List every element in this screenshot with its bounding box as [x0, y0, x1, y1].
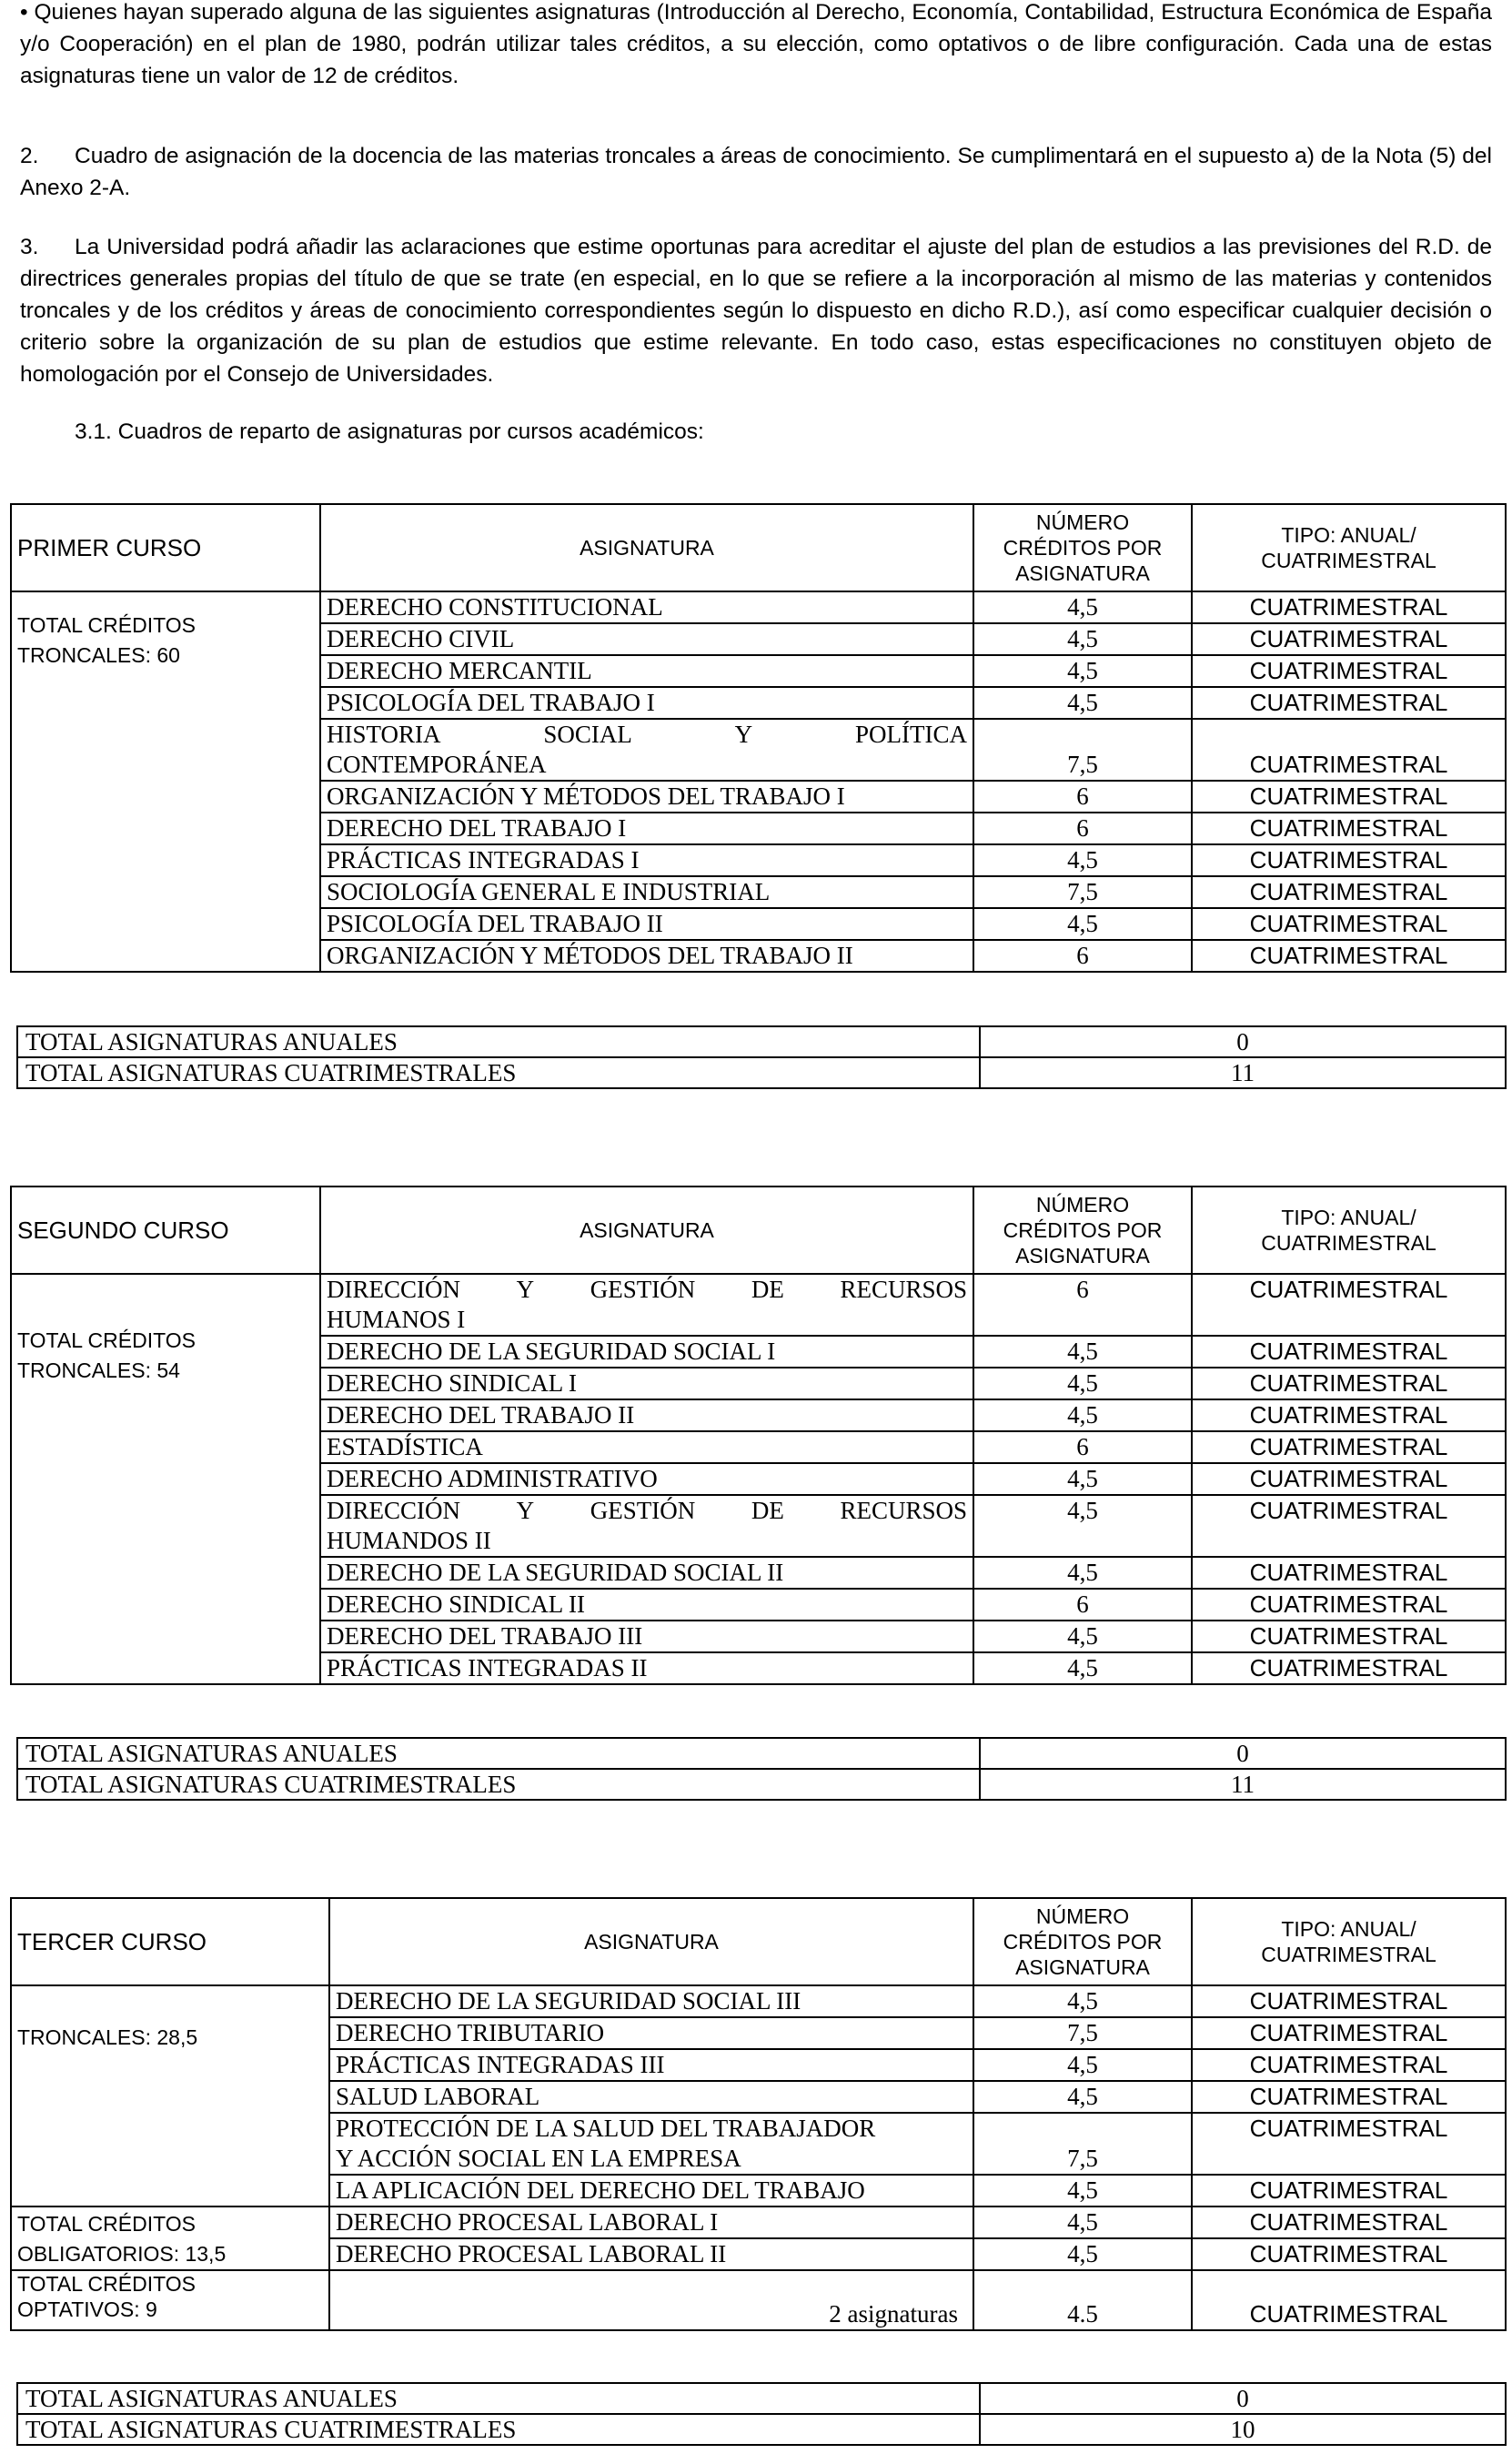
- totals-label: TOTAL ASIGNATURAS CUATRIMESTRALES: [17, 1769, 980, 1800]
- totals-label: TOTAL ASIGNATURAS CUATRIMESTRALES: [17, 2414, 980, 2445]
- totals-row: [17, 1769, 1506, 1800]
- credits: 7,5: [973, 2017, 1192, 2049]
- type: CUATRIMESTRAL: [1192, 1431, 1506, 1463]
- table-row: [11, 2206, 1506, 2238]
- credits: 4,5: [973, 908, 1192, 940]
- subject-line-2: HUMANOS I: [327, 1306, 466, 1333]
- header-tipo-2: CUATRIMESTRAL: [1261, 549, 1436, 572]
- type: CUATRIMESTRAL: [1192, 876, 1506, 908]
- item-3-paragraph: [20, 231, 1492, 390]
- item-3-number: 3.: [20, 235, 39, 259]
- header-asignatura-2: ASIGNATURA: [1015, 1244, 1150, 1267]
- type: CUATRIMESTRAL: [1192, 908, 1506, 940]
- totals-label: TOTAL ASIGNATURAS ANUALES: [17, 1738, 980, 1769]
- totals-value: 0: [980, 1738, 1506, 1769]
- header-tipo-2: CUATRIMESTRAL: [1261, 1231, 1436, 1255]
- type: CUATRIMESTRAL: [1192, 2081, 1506, 2113]
- subject: DERECHO TRIBUTARIO: [329, 2017, 973, 2049]
- credits: 6: [973, 940, 1192, 972]
- word: Y: [516, 1276, 535, 1303]
- table-row: [11, 1274, 1506, 1336]
- header-asignatura: ASIGNATURA: [320, 1187, 973, 1274]
- credits: 4,5: [973, 2175, 1192, 2206]
- subject: [320, 719, 973, 781]
- credits: 4,5: [973, 1495, 1192, 1557]
- header-creditos-por: CRÉDITOS POR: [1003, 1218, 1163, 1242]
- type: CUATRIMESTRAL: [1192, 591, 1506, 623]
- header-asignatura: ASIGNATURA: [329, 1898, 973, 1985]
- subject-line-1: [327, 720, 967, 750]
- course-title: SEGUNDO CURSO: [11, 1187, 320, 1274]
- credits: 4,5: [973, 1557, 1192, 1589]
- type: CUATRIMESTRAL: [1192, 719, 1506, 781]
- word: DIRECCIÓN: [327, 1497, 460, 1524]
- credits: 6: [973, 1274, 1192, 1336]
- totals-value: 10: [980, 2414, 1506, 2445]
- subject: DERECHO DE LA SEGURIDAD SOCIAL I: [320, 1336, 973, 1368]
- subject: DERECHO DEL TRABAJO III: [320, 1621, 973, 1652]
- totals-value: 0: [980, 1026, 1506, 1057]
- total-label: TOTAL CRÉDITOS: [17, 2212, 196, 2236]
- type: CUATRIMESTRAL: [1192, 623, 1506, 655]
- subject: DERECHO CIVIL: [320, 623, 973, 655]
- word: SOCIAL: [543, 721, 632, 748]
- subject: DERECHO DE LA SEGURIDAD SOCIAL III: [329, 1985, 973, 2017]
- credits: 4,5: [973, 1336, 1192, 1368]
- credits: 4,5: [973, 1463, 1192, 1495]
- subject-line-2: Y ACCIÓN SOCIAL EN LA EMPRESA: [336, 2145, 741, 2172]
- credits: 4,5: [973, 1652, 1192, 1684]
- header-creditos: [973, 1898, 1192, 1985]
- type: CUATRIMESTRAL: [1192, 844, 1506, 876]
- subject-line-1: PROTECCIÓN DE LA SALUD DEL TRABAJADOR: [336, 2115, 876, 2142]
- credits: 4,5: [973, 2049, 1192, 2081]
- word: POLÍTICA: [854, 721, 967, 748]
- table-row: [11, 591, 1506, 623]
- totals-row: [17, 1738, 1506, 1769]
- type: CUATRIMESTRAL: [1192, 1463, 1506, 1495]
- type: CUATRIMESTRAL: [1192, 1557, 1506, 1589]
- subject: DERECHO DEL TRABAJO II: [320, 1399, 973, 1431]
- credits: 4,5: [973, 1368, 1192, 1399]
- word: GESTIÓN: [590, 1276, 696, 1303]
- segundo-curso-table: [10, 1186, 1507, 1685]
- subject: DERECHO DE LA SEGURIDAD SOCIAL II: [320, 1557, 973, 1589]
- header-tipo-2: CUATRIMESTRAL: [1261, 1943, 1436, 1966]
- item-2-text: Cuadro de asignación de la docencia de las materias troncales a áreas de conocimiento. Se cumplimentará en el supuesto a) de la Nota (5) del Anexo 2-A.: [20, 144, 1492, 200]
- type: CUATRIMESTRAL: [1192, 2206, 1506, 2238]
- subject: DERECHO MERCANTIL: [320, 655, 973, 687]
- table-header-row: [11, 504, 1506, 591]
- subject: [320, 1274, 973, 1336]
- type: CUATRIMESTRAL: [1192, 2049, 1506, 2081]
- type: CUATRIMESTRAL: [1192, 940, 1506, 972]
- table-row: [11, 1985, 1506, 2017]
- subject: PRÁCTICAS INTEGRADAS II: [320, 1652, 973, 1684]
- subject: DERECHO DEL TRABAJO I: [320, 813, 973, 844]
- credits: 6: [973, 813, 1192, 844]
- total-label: TOTAL CRÉDITOS: [17, 1328, 196, 1352]
- total-creditos-troncales: [11, 591, 320, 972]
- type: CUATRIMESTRAL: [1192, 1589, 1506, 1621]
- credits: 7,5: [973, 719, 1192, 781]
- word: GESTIÓN: [590, 1497, 696, 1524]
- header-numero: NÚMERO: [1035, 1904, 1130, 1928]
- credits: 4,5: [973, 2238, 1192, 2270]
- credits: 6: [973, 1589, 1192, 1621]
- subject: PSICOLOGÍA DEL TRABAJO I: [320, 687, 973, 719]
- header-creditos-por: CRÉDITOS POR: [1003, 536, 1163, 560]
- subject: PRÁCTICAS INTEGRADAS I: [320, 844, 973, 876]
- type: CUATRIMESTRAL: [1192, 1368, 1506, 1399]
- subject: SALUD LABORAL: [329, 2081, 973, 2113]
- subject: LA APLICACIÓN DEL DERECHO DEL TRABAJO: [329, 2175, 973, 2206]
- credits: 6: [973, 781, 1192, 813]
- credits: 4,5: [973, 655, 1192, 687]
- subject: DERECHO PROCESAL LABORAL II: [329, 2238, 973, 2270]
- header-numero: NÚMERO: [1035, 510, 1130, 534]
- type: CUATRIMESTRAL: [1192, 687, 1506, 719]
- primer-curso-table: [10, 503, 1507, 973]
- word: Y: [516, 1497, 535, 1524]
- credits: 4,5: [973, 2206, 1192, 2238]
- type: CUATRIMESTRAL: [1192, 2175, 1506, 2206]
- header-tipo-1: TIPO: ANUAL/: [1281, 1206, 1416, 1229]
- header-asignatura-2: ASIGNATURA: [1015, 1955, 1150, 1979]
- totals-row: [17, 2383, 1506, 2414]
- type: CUATRIMESTRAL: [1192, 2017, 1506, 2049]
- tercer-totals-table: [16, 2382, 1507, 2446]
- totals-value: 11: [980, 1769, 1506, 1800]
- subject: ORGANIZACIÓN Y MÉTODOS DEL TRABAJO II: [320, 940, 973, 972]
- credits: 4,5: [973, 1985, 1192, 2017]
- subject: SOCIOLOGÍA GENERAL E INDUSTRIAL: [320, 876, 973, 908]
- word: DE: [751, 1497, 784, 1524]
- credits: 4,5: [973, 1621, 1192, 1652]
- item-3-1-heading: [75, 416, 1439, 448]
- subject: 2 asignaturas: [329, 2270, 973, 2330]
- type: CUATRIMESTRAL: [1192, 781, 1506, 813]
- header-tipo-1: TIPO: ANUAL/: [1281, 1917, 1416, 1941]
- type: CUATRIMESTRAL: [1192, 1495, 1506, 1557]
- type: CUATRIMESTRAL: [1192, 2113, 1506, 2175]
- credits: 7,5: [973, 876, 1192, 908]
- credits: 6: [973, 1431, 1192, 1463]
- segundo-totals-table: [16, 1737, 1507, 1801]
- subject-line-2: HUMANDOS II: [327, 1527, 491, 1554]
- type: CUATRIMESTRAL: [1192, 1336, 1506, 1368]
- word: Y: [734, 721, 753, 748]
- credits: 4,5: [973, 687, 1192, 719]
- credits: 7,5: [973, 2113, 1192, 2175]
- subject-line-1: [327, 1496, 967, 1526]
- totals-row: [17, 1026, 1506, 1057]
- type: CUATRIMESTRAL: [1192, 2238, 1506, 2270]
- subject-line-1: [327, 1275, 967, 1305]
- total-value: TRONCALES: 60: [17, 643, 180, 667]
- table-header-row: [11, 1898, 1506, 1985]
- word: RECURSOS: [840, 1276, 967, 1303]
- tercer-curso-table: [10, 1897, 1507, 2331]
- bullet-paragraph: [20, 0, 1492, 92]
- header-tipo: [1192, 1187, 1506, 1274]
- header-creditos-por: CRÉDITOS POR: [1003, 1930, 1163, 1954]
- credits: 4,5: [973, 623, 1192, 655]
- word: HISTORIA: [327, 721, 441, 748]
- header-creditos: [973, 504, 1192, 591]
- type: CUATRIMESTRAL: [1192, 2270, 1506, 2330]
- totals-value: 0: [980, 2383, 1506, 2414]
- bullet-text: • Quienes hayan superado alguna de las siguientes asignaturas (Introducción al Derecho, Economía, Contabilidad, Estructura Económica de España y/o Cooperación) en el plan de 1980, podrán utilizar tales créditos, a su elección, como optativos o de libre configuración. Cada una de estas asignaturas tiene un valor de 12 de créditos.: [20, 0, 1492, 88]
- word: RECURSOS: [840, 1497, 967, 1524]
- subject: DERECHO ADMINISTRATIVO: [320, 1463, 973, 1495]
- header-tipo: [1192, 504, 1506, 591]
- totals-value: 11: [980, 1057, 1506, 1088]
- header-asignatura: ASIGNATURA: [320, 504, 973, 591]
- total-label: TOTAL CRÉDITOS: [17, 613, 196, 637]
- type: CUATRIMESTRAL: [1192, 1621, 1506, 1652]
- item-3-1-text: 3.1. Cuadros de reparto de asignaturas por cursos académicos:: [75, 419, 704, 444]
- type: CUATRIMESTRAL: [1192, 1274, 1506, 1336]
- type: CUATRIMESTRAL: [1192, 813, 1506, 844]
- totals-row: [17, 1057, 1506, 1088]
- table-header-row: [11, 1187, 1506, 1274]
- totals-label: TOTAL ASIGNATURAS ANUALES: [17, 1026, 980, 1057]
- optativos-total: [11, 2270, 329, 2330]
- total-label: TOTAL CRÉDITOS: [17, 2272, 196, 2296]
- item-3-text: La Universidad podrá añadir las aclaraciones que estime oportunas para acreditar el ajuste del plan de estudios a las previsiones del R.D. de directrices generales propias del título de que se trate (en especial, en lo que se refiere a la incorporación al mismo de las materias y contenidos troncales y de los créditos y áreas de conocimiento correspondientes según lo dispuesto en dicho R.D.), así como especificar cualquier decisión o criterio sobre la organización de su plan de estudios que estime relevante. En todo caso, estas especificaciones no constituyen objeto de homologación por el Consejo de Universidades.: [20, 235, 1492, 387]
- item-2-paragraph: [20, 140, 1492, 204]
- credits: 4,5: [973, 591, 1192, 623]
- type: CUATRIMESTRAL: [1192, 1399, 1506, 1431]
- total-value: OPTATIVOS: 9: [17, 2297, 157, 2321]
- total-creditos-troncales: [11, 1274, 320, 1684]
- totals-label: TOTAL ASIGNATURAS CUATRIMESTRALES: [17, 1057, 980, 1088]
- type: CUATRIMESTRAL: [1192, 1652, 1506, 1684]
- total-value: TRONCALES: 54: [17, 1358, 180, 1382]
- type: CUATRIMESTRAL: [1192, 1985, 1506, 2017]
- subject: DERECHO PROCESAL LABORAL I: [329, 2206, 973, 2238]
- subject: PRÁCTICAS INTEGRADAS III: [329, 2049, 973, 2081]
- subject: [320, 1495, 973, 1557]
- subject: DERECHO CONSTITUCIONAL: [320, 591, 973, 623]
- type: CUATRIMESTRAL: [1192, 655, 1506, 687]
- subject: ORGANIZACIÓN Y MÉTODOS DEL TRABAJO I: [320, 781, 973, 813]
- total-value: OBLIGATORIOS: 13,5: [17, 2242, 227, 2266]
- primer-totals-table: [16, 1025, 1507, 1089]
- course-title: TERCER CURSO: [11, 1898, 329, 1985]
- header-tipo: [1192, 1898, 1506, 1985]
- troncales-total: TRONCALES: 28,5: [11, 1985, 329, 2206]
- header-creditos: [973, 1187, 1192, 1274]
- credits: 4.5: [973, 2270, 1192, 2330]
- credits: 4,5: [973, 844, 1192, 876]
- subject: DERECHO SINDICAL I: [320, 1368, 973, 1399]
- credits: 4,5: [973, 1399, 1192, 1431]
- header-asignatura-2: ASIGNATURA: [1015, 561, 1150, 585]
- item-2-number: 2.: [20, 144, 39, 168]
- credits: 4,5: [973, 2081, 1192, 2113]
- table-row: [11, 2270, 1506, 2330]
- subject-line-2: CONTEMPORÁNEA: [327, 751, 547, 778]
- subject: ESTADÍSTICA: [320, 1431, 973, 1463]
- subject: [329, 2113, 973, 2175]
- header-numero: NÚMERO: [1035, 1193, 1130, 1217]
- word: DIRECCIÓN: [327, 1276, 460, 1303]
- obligatorios-total: [11, 2206, 329, 2270]
- course-title: PRIMER CURSO: [11, 504, 320, 591]
- totals-row: [17, 2414, 1506, 2445]
- subject: PSICOLOGÍA DEL TRABAJO II: [320, 908, 973, 940]
- subject: DERECHO SINDICAL II: [320, 1589, 973, 1621]
- header-tipo-1: TIPO: ANUAL/: [1281, 523, 1416, 547]
- totals-label: TOTAL ASIGNATURAS ANUALES: [17, 2383, 980, 2414]
- word: DE: [751, 1276, 784, 1303]
